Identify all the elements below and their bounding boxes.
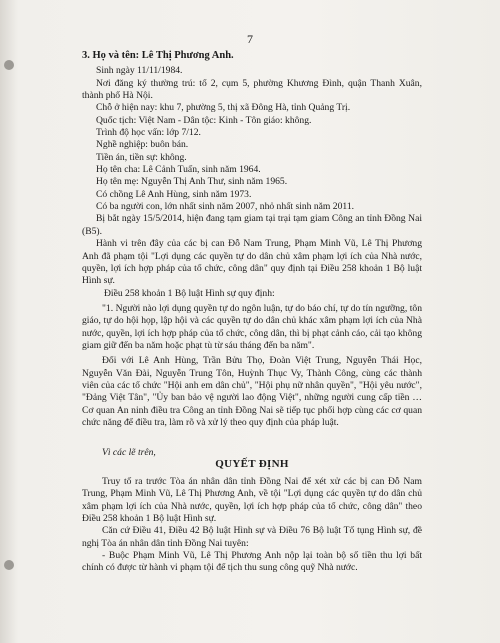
page-number: 7 [247, 32, 253, 46]
nationality: Quốc tịch: Việt Nam - Dân tộc: Kinh - Tôn giáo: không. [96, 114, 312, 126]
permanent-residence: Nơi đăng ký thường trú: tổ 2, cụm 5, phường Khương Đình, quận Thanh Xuân, thành phố Hà Nội. [82, 77, 422, 102]
law-intro: Điều 258 khoản 1 Bộ luật Hình sự quy định: [104, 287, 275, 299]
vi-cac-le-tren: Vì các lẽ trên, [102, 447, 156, 459]
decision-paragraph: Truy tố ra trước Tòa án nhân dân tỉnh Đồng Nai để xét xử các bị can Đỗ Nam Trung, Phạm Minh Vũ, Lê Thị Phương Anh, về tội "Lợi dụng các quyền tự do dân chủ xâm phạm lợi ích của Nhà nước, quyền, lợi ích hợp pháp của tổ chức, công dân" theo Điều 258 khoản 1 Bộ luật Hình sự. [82, 476, 422, 525]
children: Có ba người con, lớn nhất sinh năm 2007, nhỏ nhất sinh năm 2011. [96, 201, 355, 213]
criminal-record: Tiền án, tiền sự: không. [96, 151, 187, 163]
decision-title: QUYẾT ĐỊNH [215, 457, 289, 470]
education: Trình độ học vấn: lớp 7/12. [96, 127, 201, 139]
document-body [82, 50, 422, 575]
defendant-heading: 3. Họ và tên: Lê Thị Phương Anh. [82, 50, 234, 61]
arrest-info: Bị bắt ngày 15/5/2014, hiện đang tạm giam tại trại tạm giam Công an tỉnh Đồng Nai (B5). [82, 213, 422, 237]
occupation: Nghề nghiệp: buôn bán. [96, 139, 189, 151]
current-residence: Chỗ ở hiện nay: khu 7, phường 5, thị xã Đông Hà, tỉnh Quảng Trị. [96, 102, 351, 114]
law-quote: "1. Người nào lợi dụng quyền tự do ngôn luận, tự do báo chí, tự do tín ngưỡng, tôn giáo, tự do hội họp, lập hội và các quyền tự do dân chủ khác xâm phạm lợi ích của Nhà nước, quyền, lợi ích hợp pháp của tổ chức, công dân, thì bị phạt cảnh cáo, cải tạo không giam giữ đến ba năm hoặc phạt tù từ sáu tháng đến ba năm". [82, 302, 422, 351]
others-paragraph: Đối với Lê Anh Hùng, Trần Bửu Thọ, Đoàn Việt Trung, Nguyễn Thái Học, Nguyễn Văn Đài, Nguyễn Trung Tôn, Huỳnh Thục Vy, Thành Công, cùng các thành viên của các tổ chức "Hội anh em dân chủ", "Hội phụ nữ nhân quyền", "Hội yêu nước", "Đảng Việt Tân", "Ủy ban bảo vệ người lao động Việt", những người cung cấp tiền … Cơ quan An ninh điều tra Công an tỉnh Đồng Nai sẽ tiếp tục phối hợp cùng các cơ quan chức năng để điều tra, làm rõ và xử lý theo quy định của pháp luật. [82, 355, 422, 428]
bullet-confiscation: - Buộc Phạm Minh Vũ, Lê Thị Phương Anh nộp lại toàn bộ số tiền thu lợi bất chính có được từ hành vi phạm tội để tịch thu sung công quỹ Nhà nước. [82, 550, 422, 574]
spouse: Có chồng Lê Anh Hùng, sinh năm 1973. [96, 188, 252, 200]
father: Họ tên cha: Lê Cảnh Tuấn, sinh năm 1964. [96, 164, 261, 176]
articles-paragraph: Căn cứ Điều 41, Điều 42 Bộ luật Hình sự và Điều 76 Bộ luật Tố tụng Hình sự, đề nghị Tòa án nhân dân tỉnh Đồng Nai tuyên: [82, 525, 422, 549]
acts-paragraph: Hành vi trên đây của các bị can Đỗ Nam Trung, Phạm Minh Vũ, Lê Thị Phương Anh đã phạm tội "Lợi dụng các quyền tự do dân chủ xâm phạm lợi ích của Nhà nước, quyền, lợi ích hợp pháp của tổ chức, công dân" quy định tại Điều 258 khoản 1 Bộ luật Hình sự. [82, 238, 422, 287]
mother: Họ tên mẹ: Nguyễn Thị Anh Thư, sinh năm 1965. [96, 176, 288, 188]
birth-date: Sinh ngày 11/11/1984. [96, 65, 183, 77]
punch-hole [4, 560, 14, 570]
punch-hole [4, 60, 14, 70]
